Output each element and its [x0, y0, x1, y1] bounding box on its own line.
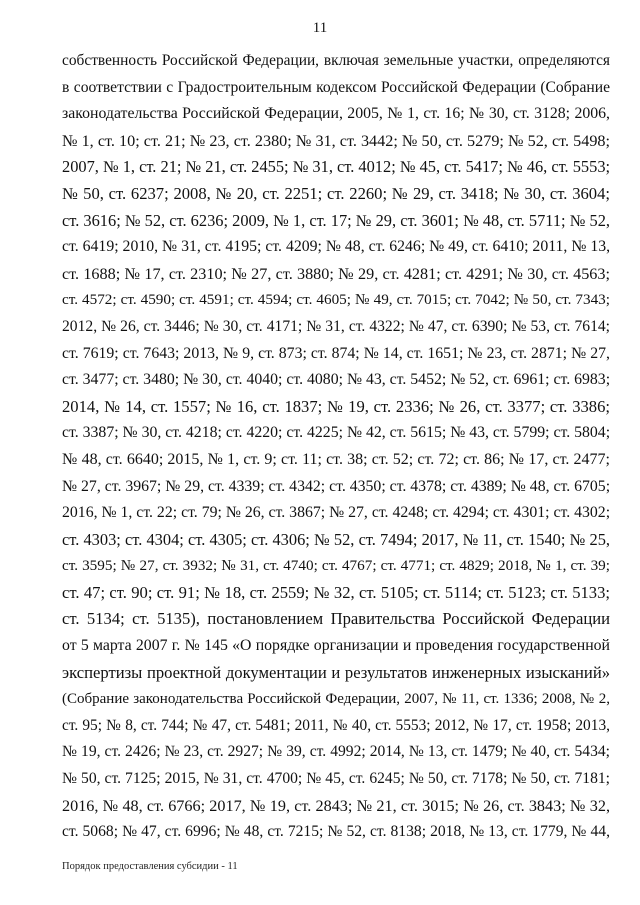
text-line: 2016, № 48, ст. 6766; 2017, № 19, ст. 2843; № 21, ст. 3015; № 26, ст. 3843; № 32,	[62, 796, 610, 815]
page-number: 11	[312, 20, 328, 36]
text-line: ст. 95; № 8, ст. 744; № 47, ст. 5481; 2011, № 40, ст. 5553; 2012, № 17, ст. 1958; 2013,	[62, 716, 610, 734]
footer-note: Порядок предоставления субсидии - 11	[62, 861, 238, 872]
text-line: № 19, ст. 2426; № 23, ст. 2927; № 39, ст. 4992; 2014, № 13, ст. 1479; № 40, ст. 5434;	[62, 743, 610, 761]
text-line: № 1, ст. 10; ст. 21; № 23, ст. 2380; № 31, ст. 3442; № 50, ст. 5279; № 52, ст. 5498;	[62, 131, 610, 150]
text-line: от 5 марта 2007 г. № 145 «О порядке организации и проведения государственной	[62, 637, 610, 655]
text-line: (Собрание законодательства Российской Федерации, 2007, № 11, ст. 1336; 2008, № 2,	[62, 691, 610, 708]
text-line: 2014, № 14, ст. 1557; № 16, ст. 1837; № 19, ст. 2336; № 26, ст. 3377; ст. 3386;	[62, 396, 610, 416]
text-line: 2007, № 1, ст. 21; № 21, ст. 2455; № 31, ст. 4012; № 45, ст. 5417; № 46, ст. 5553;	[62, 157, 610, 177]
text-line: ст. 3477; ст. 3480; № 30, ст. 4040; ст. 4080; № 43, ст. 5452; № 52, ст. 6961; ст. 6983;	[62, 371, 610, 389]
text-line: ст. 5134; ст. 5135), постановлением Правительства Российской Федерации	[62, 609, 610, 629]
text-line: ст. 7619; ст. 7643; 2013, № 9, ст. 873; ст. 874; № 14, ст. 1651; № 23, ст. 2871; № 27,	[62, 344, 610, 362]
text-line: ст. 47; ст. 90; ст. 91; № 18, ст. 2559; № 32, ст. 5105; ст. 5114; ст. 5123; ст. 5133;	[62, 582, 610, 602]
text-line: № 50, ст. 7125; 2015, № 31, ст. 4700; № 45, ст. 6245; № 50, ст. 7178; № 50, ст. 7181;	[62, 770, 610, 788]
text-line: ст. 3616; № 52, ст. 6236; 2009, № 1, ст. 17; № 29, ст. 3601; № 48, ст. 5711; № 52,	[62, 210, 610, 230]
text-line: ст. 5068; № 47, ст. 6996; № 48, ст. 7215; № 52, ст. 8138; 2018, № 13, ст. 1779, № 44,	[62, 823, 610, 841]
text-line: ст. 3595; № 27, ст. 3932; № 31, ст. 4740; ст. 4767; ст. 4771; ст. 4829; 2018, № 1, ст. 39;	[62, 557, 610, 575]
text-line: в соответствии с Градостроительным кодексом Российской Федерации (Собрание	[62, 78, 610, 96]
text-line: ст. 4303; ст. 4304; ст. 4305; ст. 4306; № 52, ст. 7494; 2017, № 11, ст. 1540; № 25,	[62, 529, 610, 549]
text-line: собственность Российской Федерации, включая земельные участки, определяются	[62, 52, 610, 69]
text-line: № 50, ст. 6237; 2008, № 20, ст. 2251; ст. 2260; № 29, ст. 3418; № 30, ст. 3604;	[62, 183, 610, 203]
text-line: экспертизы проектной документации и результатов инженерных изысканий»	[62, 662, 610, 682]
text-line: ст. 6419; 2010, № 31, ст. 4195; ст. 4209; № 48, ст. 6246; № 49, ст. 6410; 2011, № 13,	[62, 238, 610, 256]
text-line: ст. 3387; № 30, ст. 4218; ст. 4220; ст. 4225; № 42, ст. 5615; № 43, ст. 5799; ст. 5804;	[62, 424, 610, 442]
text-line: ст. 4572; ст. 4590; ст. 4591; ст. 4594; ст. 4605; № 49, ст. 7015; ст. 7042; № 50, ст. 7343;	[62, 291, 610, 309]
text-line: № 27, ст. 3967; № 29, ст. 4339; ст. 4342; ст. 4350; ст. 4378; ст. 4389; № 48, ст. 6705;	[62, 477, 610, 495]
text-line: 2016, № 1, ст. 22; ст. 79; № 26, ст. 3867; № 27, ст. 4248; ст. 4294; ст. 4301; ст. 4302;	[62, 504, 610, 522]
text-line: законодательства Российской Федерации, 2005, № 1, ст. 16; № 30, ст. 3128; 2006,	[62, 105, 610, 123]
text-line: ст. 1688; № 17, ст. 2310; № 27, ст. 3880; № 29, ст. 4281; ст. 4291; № 30, ст. 4563;	[62, 264, 610, 283]
text-line: № 48, ст. 6640; 2015, № 1, ст. 9; ст. 11; ст. 38; ст. 52; ст. 72; ст. 86; № 17, ст. 2477;	[62, 450, 610, 468]
body-text	[62, 48, 610, 846]
text-line: 2012, № 26, ст. 3446; № 30, ст. 4171; № 31, ст. 4322; № 47, ст. 6390; № 53, ст. 7614;	[62, 317, 610, 335]
